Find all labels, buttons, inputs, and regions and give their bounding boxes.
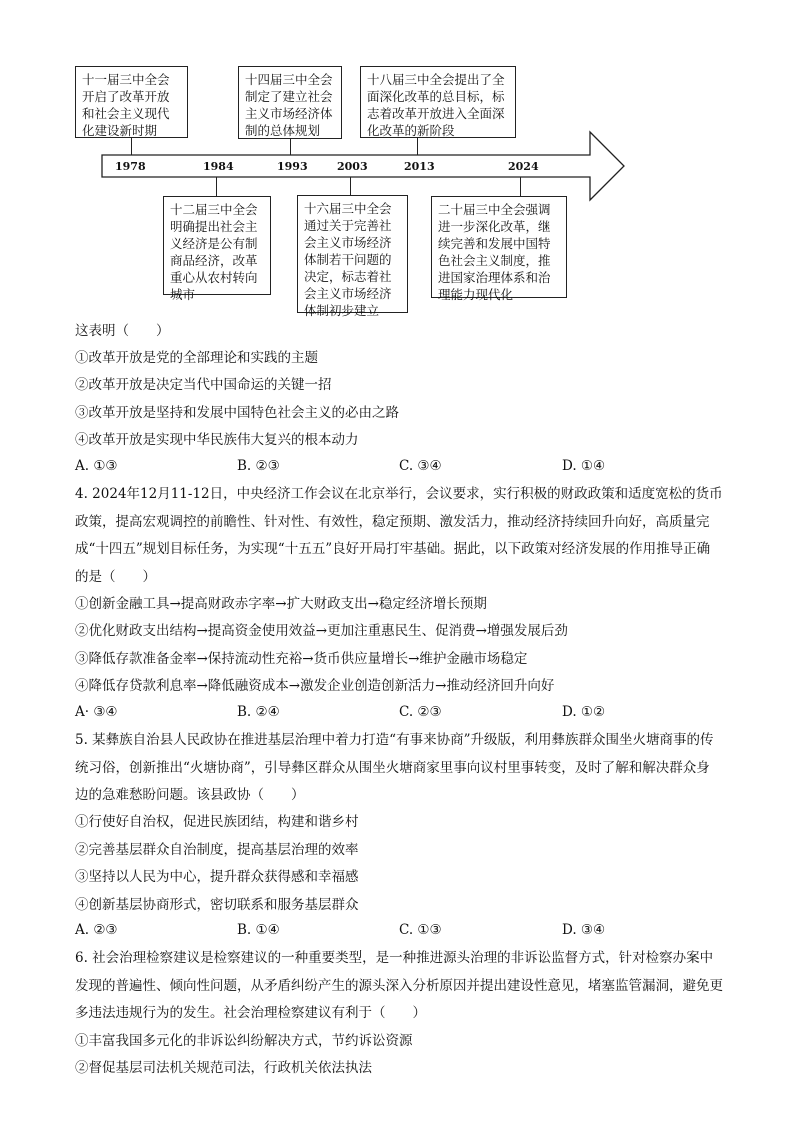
- q3-item-3: ③改革开放是坚持和发展中国特色社会主义的必由之路: [75, 405, 399, 421]
- option-c[interactable]: C. ③④: [399, 458, 442, 474]
- year-label: 1993: [277, 160, 308, 173]
- timeline-box-text: 十二届三中全会明确提出社会主义经济是公有制商品经济，改革重心从农村转向城市: [170, 202, 258, 302]
- year-label: 2024: [508, 160, 539, 173]
- option-d[interactable]: D. ①②: [562, 704, 606, 720]
- option-c[interactable]: C. ②③: [399, 704, 442, 720]
- timeline-box-1984: [163, 196, 271, 302]
- timeline-box-text: 十四届三中全会制定了建立社会主义市场经济体制的总体规划: [245, 72, 333, 138]
- q6-item-2: ②督促基层司法机关规范司法，行政机关依法执法: [75, 1060, 372, 1076]
- option-a[interactable]: A· ③④: [75, 704, 118, 720]
- q6-item-1: ①丰富我国多元化的非诉讼纠纷解决方式，节约诉讼资源: [75, 1033, 413, 1049]
- timeline-box-1993: [238, 66, 342, 139]
- q6-stem: 6. 社会治理检察建议是检察建议的一种重要类型，是一种推进源头治理的非诉讼监督方式，针对检察办案中发现的普遍性、倾向性问题，从矛盾纠纷产生的源头深入分析原因并提出建设性意见，堵塞监管漏洞，避免更多违法违规行为的发生。社会治理检察建议有利于（ ）: [75, 950, 723, 1021]
- q5-item-3: ③坚持以人民为中心，提升群众获得感和幸福感: [75, 869, 359, 885]
- connector-line: [216, 177, 217, 196]
- year-label: 1984: [203, 160, 234, 173]
- timeline-box-2013: [360, 66, 516, 138]
- timeline-box-text: 十八届三中全会提出了全面深化改革的总目标，标志着改革开放进入全面深化改革的新阶段: [367, 72, 505, 138]
- q4-item-3: ③降低存款准备金率→保持流动性充裕→货币供应量增长→维护金融市场稳定: [75, 651, 528, 667]
- timeline-box-text: 二十届三中全会强调进一步深化改革，继续完善和发展中国特色社会主义制度，推进国家治理体系和治理能力现代化: [438, 202, 551, 302]
- option-c[interactable]: C. ①③: [399, 922, 442, 938]
- year-label: 2013: [404, 160, 435, 173]
- q3-item-2: ②改革开放是决定当代中国命运的关键一招: [75, 377, 332, 393]
- connector-line: [350, 177, 351, 195]
- q4-item-2: ②优化财政支出结构→提高资金使用效益→更加注重惠民生、促消费→增强发展后劲: [75, 623, 568, 639]
- q5-options: [75, 922, 725, 942]
- option-a[interactable]: A. ①③: [75, 458, 118, 474]
- timeline-box-text: 十六届三中全会通过关于完善社会主义市场经济体制若干问题的决定，标志着社会主义市场经济体制初步建立: [304, 201, 392, 318]
- timeline-box-text: 十一届三中全会开启了改革开放和社会主义现代化建设新时期: [82, 72, 170, 138]
- timeline-box-1978: [75, 66, 188, 138]
- q3-options: [75, 458, 725, 478]
- q5-stem: 5. 某彝族自治县人民政协在推进基层治理中着力打造“有事来协商”升级版，利用彝族群众围坐火塘商事的传统习俗，创新推出“火塘协商”，引导彝区群众从围坐火塘商家里事向议村里事转变，及时了解和解决群众身边的急难愁盼问题。该县政协（ ）: [75, 732, 714, 803]
- q3-item-1: ①改革开放是党的全部理论和实践的主题: [75, 350, 318, 366]
- option-b[interactable]: B. ②④: [237, 704, 280, 720]
- connector-line: [417, 138, 418, 155]
- option-a[interactable]: A. ②③: [75, 922, 118, 938]
- q5-item-4: ④创新基层协商形式，密切联系和服务基层群众: [75, 897, 359, 913]
- option-b[interactable]: B. ①④: [237, 922, 280, 938]
- q5-item-2: ②完善基层群众自治制度，提高基层治理的效率: [75, 842, 359, 858]
- q4-item-1: ①创新金融工具→提高财政赤字率→扩大财政支出→稳定经济增长预期: [75, 596, 487, 612]
- q5-item-1: ①行使好自治权，促进民族团结，构建和谐乡村: [75, 814, 359, 830]
- option-d[interactable]: D. ③④: [562, 922, 606, 938]
- q4-options: [75, 704, 725, 724]
- q4-stem: 4. 2024年12月11-12日，中央经济工作会议在北京举行，会议要求，实行积极的财政政策和适度宽松的货币政策，提高宏观调控的前瞻性、针对性、有效性，稳定预期、激发活力，推动经济持续回升向好，高质量完成“十四五”规划目标任务，为实现“十五五”良好开局打牢基础。据此，以下政策对经济发展的作用推导正确的是（ ）: [75, 486, 723, 585]
- q4-item-4: ④降低存贷款利息率→降低融资成本→激发企业创造创新活力→推动经济回升向好: [75, 678, 555, 694]
- connector-line: [520, 177, 521, 196]
- option-b[interactable]: B. ②③: [237, 458, 280, 474]
- year-label: 2003: [337, 160, 368, 173]
- year-label: 1978: [115, 160, 146, 173]
- timeline-box-2024: [431, 196, 567, 302]
- connector-line: [290, 139, 291, 155]
- option-d[interactable]: D. ①④: [562, 458, 606, 474]
- connector-line: [131, 138, 132, 155]
- q3-stem: 这表明（ ）: [75, 323, 170, 339]
- timeline-box-2003: [297, 195, 408, 318]
- q3-item-4: ④改革开放是实现中华民族伟大复兴的根本动力: [75, 432, 359, 448]
